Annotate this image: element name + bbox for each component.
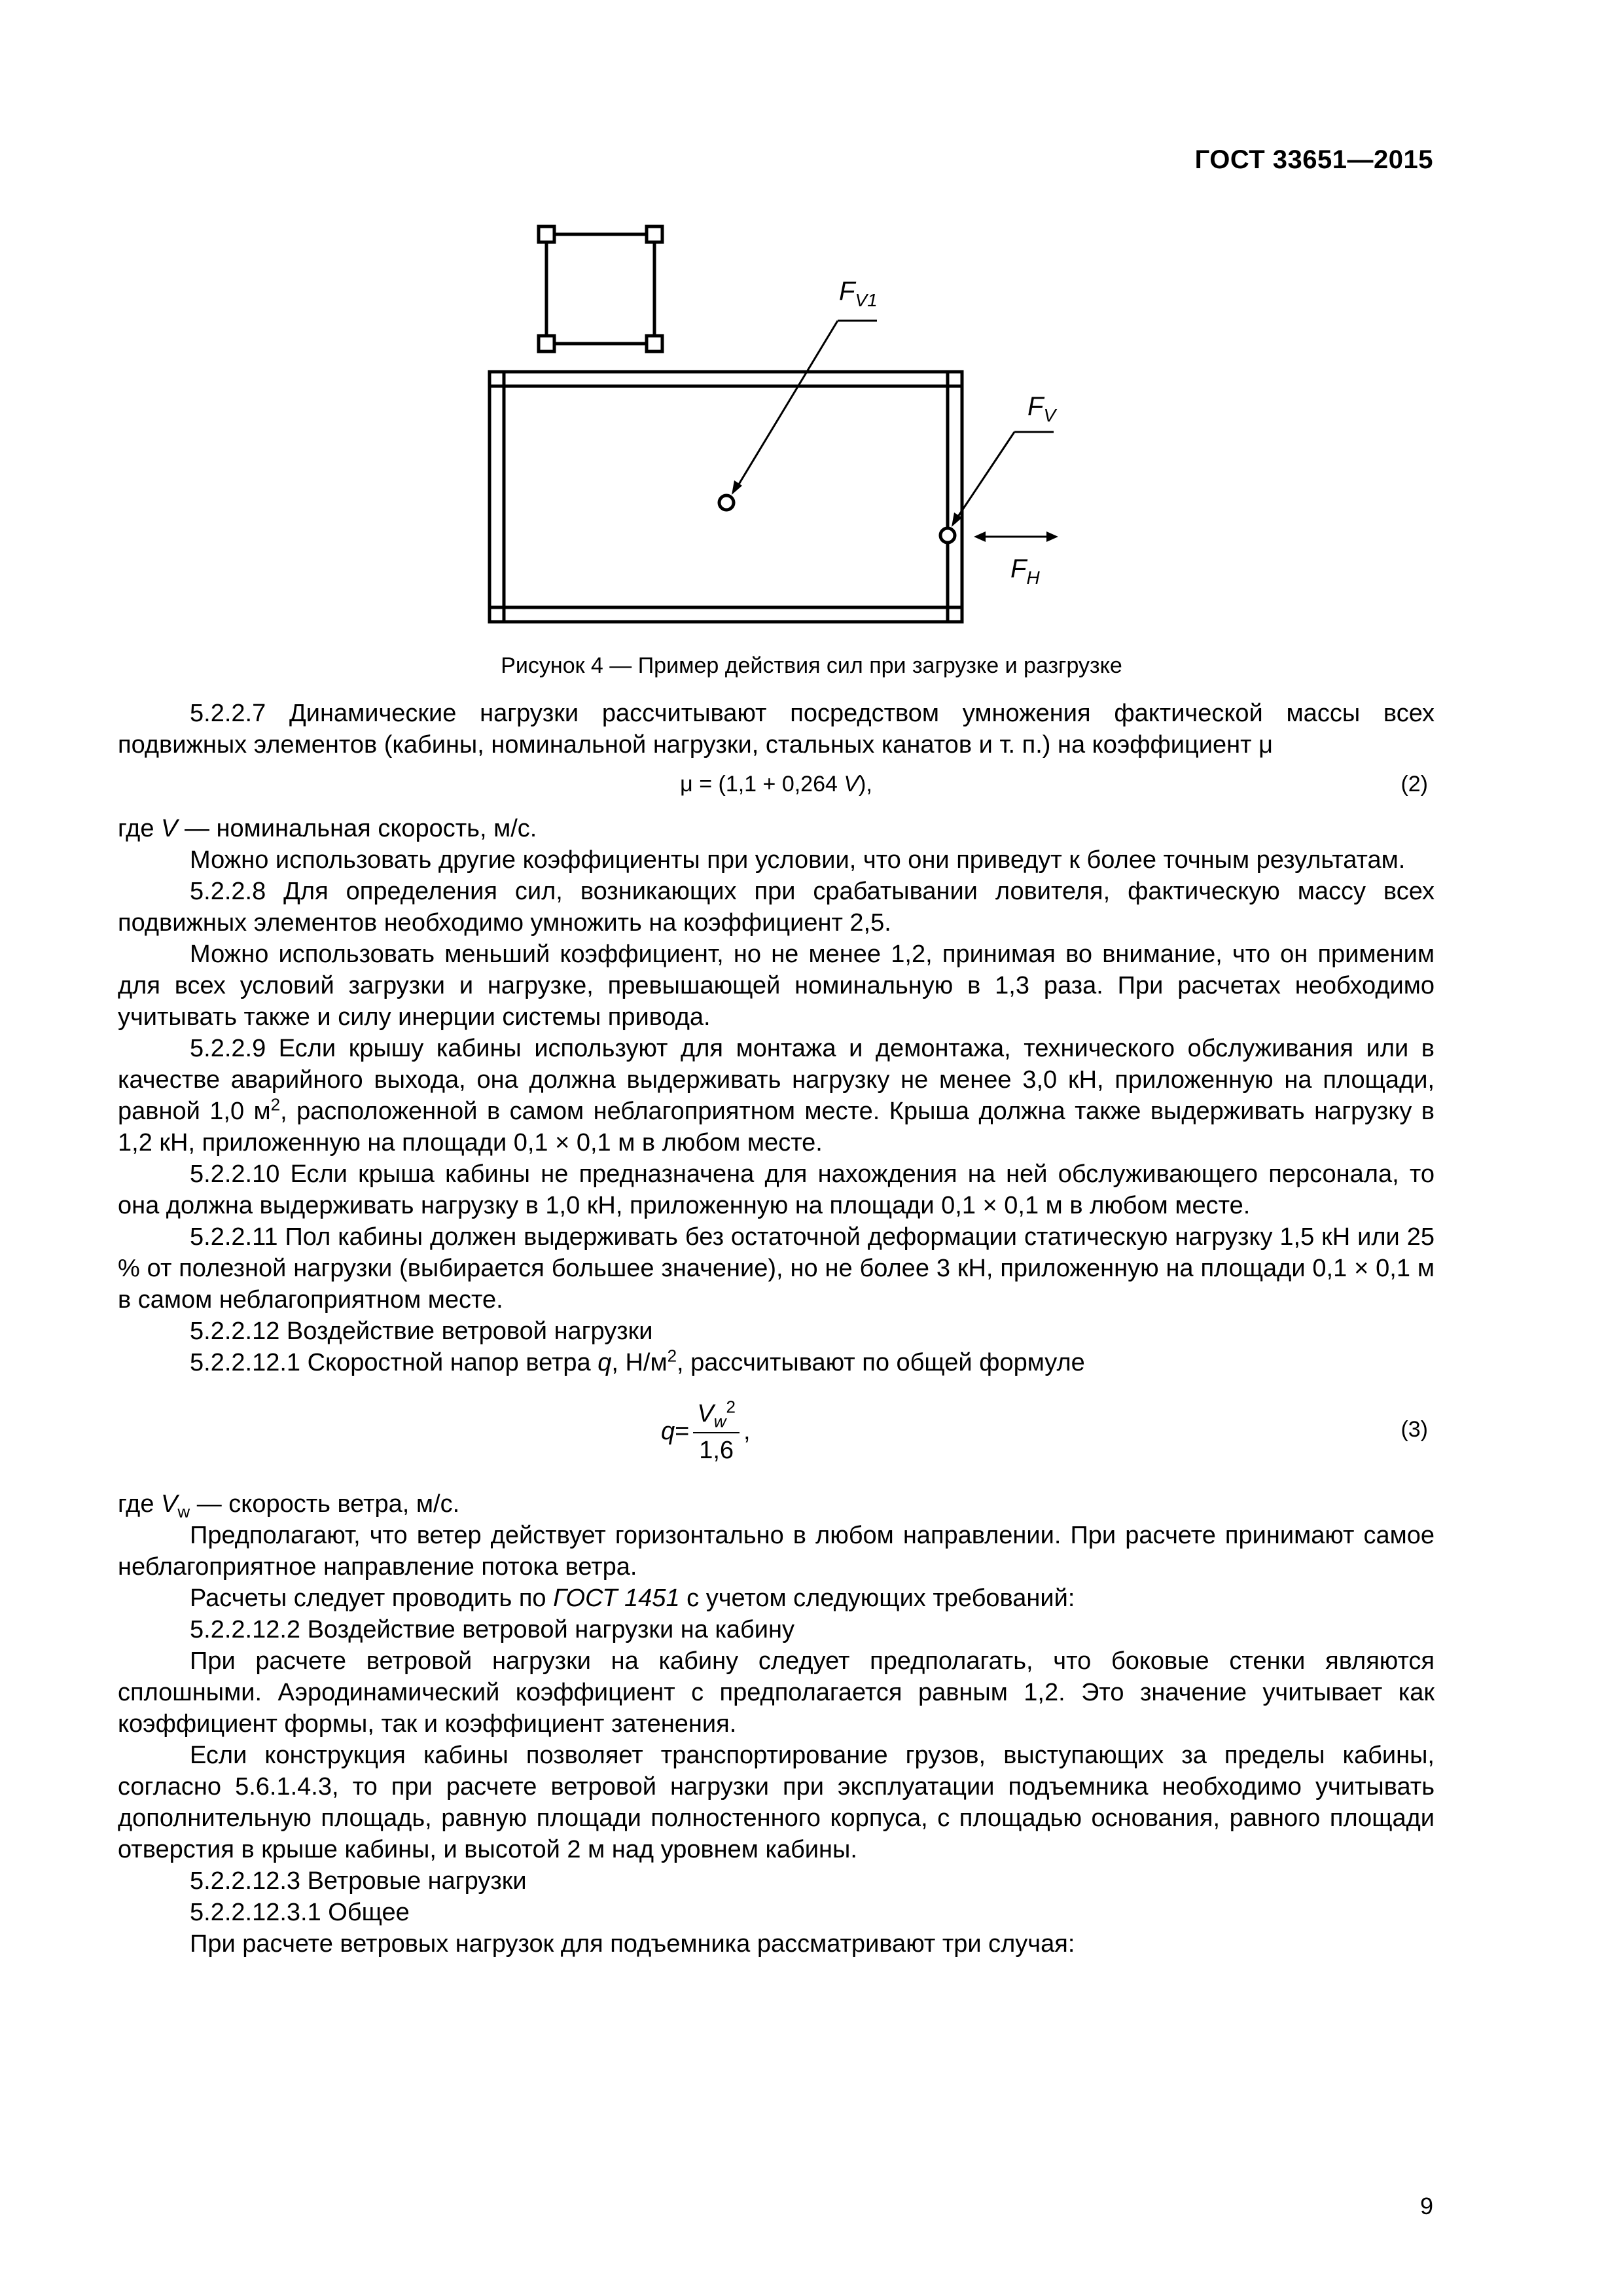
force-diagram-svg xyxy=(471,216,1113,648)
fv1-arrow xyxy=(736,321,877,490)
paragraph: 5.2.2.9 Если крышу кабины используют для монтажа и демонтажа, технического обслуживания или в качестве аварийного выхода, она должна выдерживать нагрузку не менее 3,0 кН, приложенную на площади, равной 1,0 $м^2$, расположенной в самом неблагоприятном месте. Крыша должна также выдерживать нагрузку в 1,2 кН, приложенную на площади 0,1 × 0,1 м в любом месте. xyxy=(118,1035,1435,1157)
paragraph: При расчете ветровой нагрузки на кабину следует предполагать, что боковые стенки являются сплошными. Аэродинамический коэффициент с предполагается равным 1,2. Это значение учитывает как коэффициент формы, так и коэффициент затенения. xyxy=(118,1647,1435,1738)
page-number: 9 xyxy=(1419,2193,1433,2219)
formula-2 xyxy=(118,768,1435,800)
paragraph: 5.2.2.12 Воздействие ветровой нагрузки xyxy=(190,1318,653,1345)
paragraph: Можно использовать другие коэффициенты при условии, что они приведут к более точным результатам. xyxy=(190,846,1406,874)
formula-3-fraction: $\frac{V_w^2}{1,6}$ xyxy=(693,1397,740,1466)
load-point-marker xyxy=(719,495,734,510)
force-diagram xyxy=(471,216,1113,648)
load-square xyxy=(539,226,662,351)
formula-2-number: (2) xyxy=(1400,772,1428,797)
paragraph: 5.2.2.10 Если крыша кабины не предназначена для нахождения на ней обслуживающего персонала, то она должна выдерживать нагрузку в 1,0 кН, приложенную на площади 0,1 × 0,1 м в любом месте. xyxy=(118,1160,1435,1219)
fv-arrow xyxy=(954,432,1054,522)
label-fv: $F_V$ xyxy=(1027,392,1056,425)
paragraph: 5.2.2.12.2 Воздействие ветровой нагрузки на кабину xyxy=(190,1616,795,1643)
label-fh: $F_H$ xyxy=(1010,554,1040,588)
formula-3 xyxy=(118,1382,1435,1480)
paragraph: 5.2.2.12.1 Скоростной напор ветра q, $Н/м^2$, рассчитывают по общей формуле xyxy=(190,1346,1085,1376)
paragraph: где V — номинальная скорость, м/с. xyxy=(118,815,537,842)
document-header: ГОСТ 33651—2015 xyxy=(1194,145,1433,174)
figure-caption: Рисунок 4 — Пример действия сил при загрузке и разгрузке xyxy=(501,653,1122,678)
standard-reference: ГОСТ 1451 xyxy=(553,1585,680,1612)
paragraph: 5.2.2.12.3.1 Общее xyxy=(190,1899,410,1926)
paragraph: 5.2.2.8 Для определения сил, возникающих при срабатывании ловителя, фактическую массу всех подвижных элементов необходимо умножить на коэффициент 2,5. xyxy=(118,878,1435,937)
paragraph: Расчеты следует проводить по ГОСТ 1451 с учетом следующих требований: xyxy=(190,1585,1075,1612)
label-fv1: $F_{V1}$ xyxy=(839,277,878,310)
paragraph: При расчете ветровых нагрузок для подъемника рассматривают три случая: xyxy=(190,1930,1075,1958)
paragraph: где $V_w$ — скорость ветра, м/с. xyxy=(118,1490,460,1522)
formula-3-number: (3) xyxy=(1400,1417,1428,1442)
paragraph: Предполагают, что ветер действует горизонтально в любом направлении. При расчете принимают самое неблагоприятное направление потока ветра. xyxy=(118,1522,1435,1581)
paragraph: 5.2.2.12.3 Ветровые нагрузки xyxy=(190,1867,527,1895)
paragraph: Если конструкция кабины позволяет транспортирование грузов, выступающих за пределы кабины, согласно 5.6.1.4.3, то при расчете ветровой нагрузки при эксплуатации подъемника необходимо учитывать дополнительную площадь, равную площади полностенного корпуса, с площадью основания, равного площади отверстия в крыше кабины, и высотой 2 м над уровнем кабины. xyxy=(118,1742,1435,1863)
paragraph: 5.2.2.11 Пол кабины должен выдерживать без остаточной деформации статическую нагрузку 1,5 кН или 25 % от полезной нагрузки (выбирается большее значение), но не более 3 кН, приложенную на площади 0,1 × 0,1 м в самом неблагоприятном месте. xyxy=(118,1223,1435,1314)
document-body xyxy=(118,698,1435,1960)
side-point-marker xyxy=(940,528,955,543)
paragraph: 5.2.2.7 Динамические нагрузки рассчитывают посредством умножения фактической массы всех подвижных элементов (кабины, номинальной нагрузки, стальных канатов и т. п.) на коэффициент μ xyxy=(118,700,1435,759)
formula-3-expression: q = $\frac{V_w^2}{1,6}$ , xyxy=(661,1382,751,1480)
formula-2-expression: μ = (1,1 + 0,264 V), xyxy=(680,772,872,797)
paragraph: Можно использовать меньший коэффициент, но не менее 1,2, принимая во внимание, что он применим для всех условий загрузки и нагрузке, превышающей номинальную в 1,3 раза. При расчетах необходимо учитывать также и силу инерции системы привода. xyxy=(118,941,1435,1031)
